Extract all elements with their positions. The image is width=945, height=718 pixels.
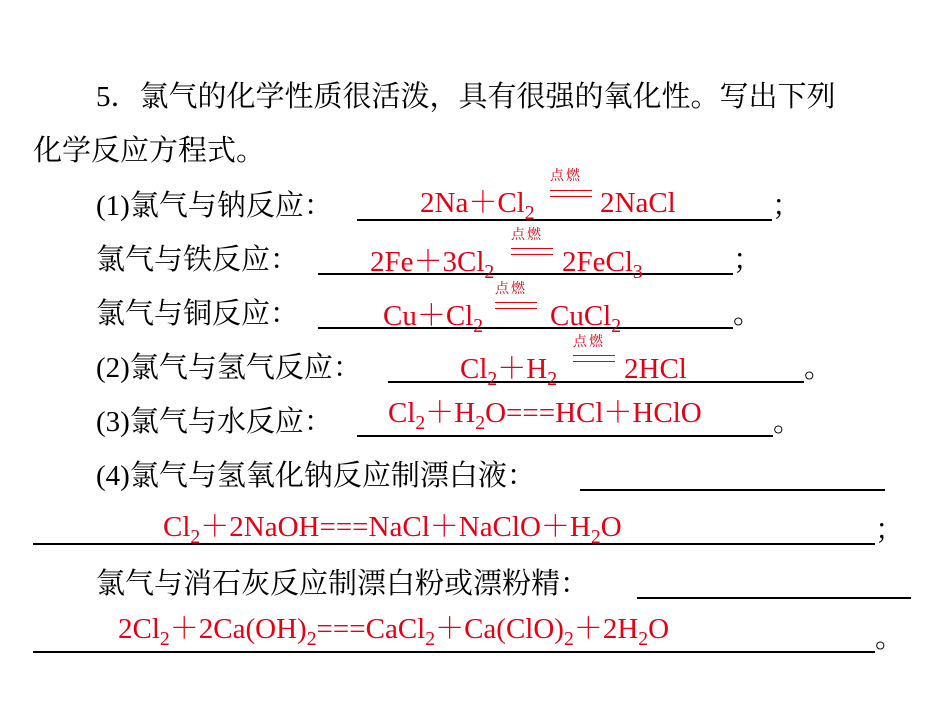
condition-ignite-hydrogen: 点燃 xyxy=(573,335,605,350)
answer-copper-rhs: CuCl$_2$ xyxy=(550,300,622,337)
period: 。 xyxy=(733,298,763,330)
answer-blank-hydrogen[interactable] xyxy=(388,381,804,383)
semicolon: ； xyxy=(875,514,905,546)
answer-caoh: $2Cl_2+2Ca(OH)_2===CaCl_2+Ca(ClO)_2+2H_2O$ xyxy=(118,613,670,650)
semicolon: ； xyxy=(772,190,802,222)
equals-sign-sodium xyxy=(550,190,592,197)
answer-blank-naoh-1[interactable] xyxy=(580,489,885,491)
question-line-2: 化学反应方程式。 xyxy=(33,135,266,167)
answer-hydrogen-lhs: $Cl_2+H_2$ xyxy=(460,353,558,390)
prompt-slaked-lime: 氯气与消石灰反应制漂白粉或漂粉精： xyxy=(96,568,590,600)
semicolon: ； xyxy=(733,244,763,276)
condition-ignite-iron: 点燃 xyxy=(511,228,543,243)
answer-sodium-lhs: $2Na+Cl_2$ xyxy=(420,187,535,224)
equals-sign-iron xyxy=(511,248,553,255)
prompt-naoh: (4)氯气与氢氧化钠反应制漂白液： xyxy=(96,460,536,492)
answer-blank-water[interactable] xyxy=(357,435,773,437)
answer-blank-caoh-1[interactable] xyxy=(637,597,911,599)
prompt-water: (3)氯气与水反应： xyxy=(96,406,333,438)
period: 。 xyxy=(804,352,834,384)
answer-hydrogen-rhs: 2HCl xyxy=(624,353,687,385)
equals-sign-copper xyxy=(495,302,537,309)
answer-water: $Cl_2+H_2O===HCl+HClO$ xyxy=(388,397,702,434)
prompt-hydrogen: (2)氯气与氢气反应： xyxy=(96,352,362,384)
answer-sodium-rhs: 2NaCl xyxy=(600,187,676,219)
answer-iron-lhs: $2Fe+3Cl_2$ xyxy=(370,246,495,283)
question-line-1: 5．氯气的化学性质很活泼，具有很强的氧化性。写出下列 xyxy=(96,81,836,113)
answer-blank-copper[interactable] xyxy=(318,327,733,329)
equals-sign-hydrogen xyxy=(573,355,615,362)
answer-naoh: $Cl_2+2NaOH===NaCl+NaClO+H_2O$ xyxy=(163,511,622,548)
condition-ignite-sodium: 点燃 xyxy=(550,169,582,184)
period: 。 xyxy=(773,406,803,438)
prompt-copper: 氯气与铜反应： xyxy=(96,298,300,330)
answer-copper-lhs: $Cu+Cl_2$ xyxy=(383,300,484,337)
prompt-sodium: (1)氯气与钠反应： xyxy=(96,190,333,222)
answer-iron-rhs: 2FeCl$_3$ xyxy=(562,246,643,283)
prompt-iron: 氯气与铁反应： xyxy=(96,244,300,276)
condition-ignite-copper: 点燃 xyxy=(495,282,527,297)
period: 。 xyxy=(875,622,905,654)
answer-blank-caoh-2[interactable] xyxy=(33,651,875,653)
